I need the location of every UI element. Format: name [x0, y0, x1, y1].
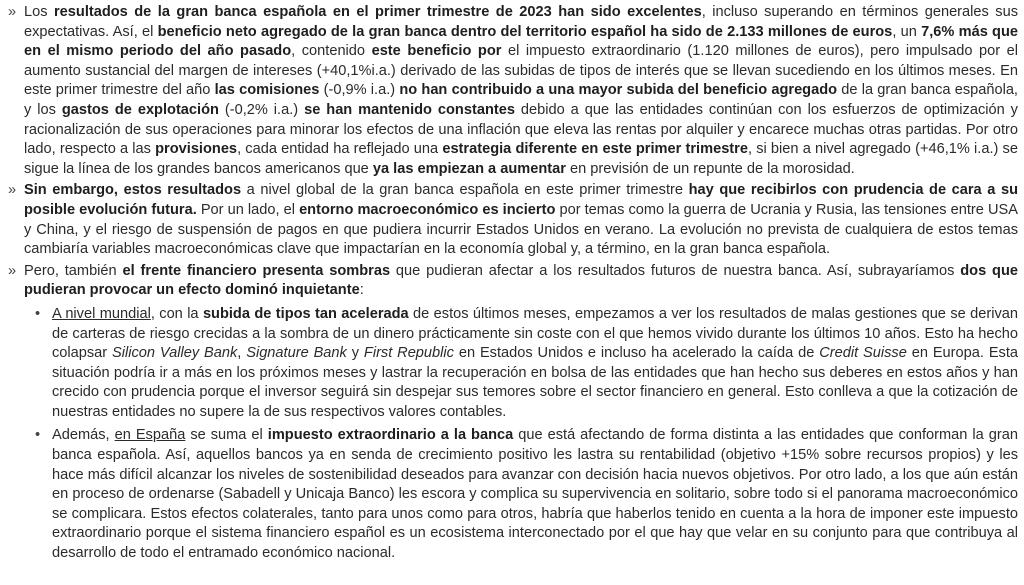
bold-text: estrategia diferente en este primer trimestre — [442, 141, 748, 158]
subitem-spain — [6, 426, 1018, 563]
bold-text: dos que pudieran provocar un efecto dominó inquietante — [24, 262, 1018, 299]
arrow-bullet-icon: » — [8, 262, 17, 279]
underlined-text: A nivel mundial — [52, 305, 151, 322]
text: , — [237, 345, 247, 362]
bold-text: impuesto extraordinario a la banca — [267, 427, 514, 444]
italic-text: Silicon Valley Bank — [112, 345, 238, 362]
text: que pudieran afectar a los resultados futuros de nuestra banca. Así, subrayaríamos — [390, 262, 961, 279]
text: , cada entidad ha reflejado una — [237, 141, 443, 158]
text: , si bien a nivel agregado (+46,1% i.a.) se sigue la línea de los grandes bancos americanos que — [24, 141, 1018, 177]
bold-text: ya las empiezan a aumentar — [372, 160, 566, 177]
text: Pero, también — [24, 262, 123, 279]
text: , contenido — [291, 43, 372, 60]
bold-text: gastos de explotación — [61, 101, 219, 118]
text: Además, — [52, 427, 115, 444]
arrow-bullet-icon: » — [8, 4, 17, 20]
text: , con la — [150, 305, 203, 322]
text: Los — [24, 4, 54, 20]
text: por temas como la guerra de Ucrania y Rusia, las tensiones entre USA y China, y el riesgo de suspensión de pagos en que pudiera incurrir Estados Unidos en verano. La evolución no prevista de cualquiera de estos temas cambiaría variables macroeconómicas clave que impactarían en la economía global y, a término, en la gran banca española. — [24, 201, 1018, 258]
text: en Estados Unidos e incluso ha acelerado la caída de — [453, 345, 820, 362]
bold-text: las comisiones — [214, 82, 320, 99]
text: que está afectando de forma distinta a las entidades que conforman la gran banca española. Así, aquellos bancos ya en senda de crecimiento positivo les lastra su rentabilidad (objetivo +15% sobre recursos propios) y les hace más difícil alcanzar los niveles de sostenibilidad deseados para avanzar con decisión hacia nuevos objetivos. Por otro lado, a los que aún están en proceso de ordenarse (Sabadell y Unicaja Banco) les escora y complica su supervivencia en solitario, sobre todo si el panorama macroeconómico se complicara. Estos efectos colaterales, tanto para unos como para otros, habría que haberlos tenido en cuenta a la hora de imponer este impuesto extraordinario porque el sistema financiero español es un ecosistema interconectado por el que hay que velar en su conjunto para que contribuya al desarrollo de todo el entramado económico nacional. — [52, 427, 1018, 562]
italic-text: Signature Bank — [246, 345, 347, 362]
paragraph-results — [6, 3, 1018, 179]
subitem-global — [6, 305, 1018, 423]
underlined-text: en España — [114, 427, 186, 444]
text: (-0,9% i.a.) — [319, 82, 400, 99]
bold-text: no han contribuido a una mayor subida del beneficio agregado — [399, 82, 838, 99]
bold-text: el frente financiero presenta sombras — [122, 262, 391, 279]
bold-text: este beneficio por — [371, 43, 502, 60]
bold-text: se han mantenido constantes — [304, 101, 515, 118]
text: de la gran banca española, y los — [24, 82, 1018, 118]
text: debido a que las entidades continúan con los esfuerzos de optimización y racionalización de sus operaciones para minorar los efectos de una inflación que eleva las rentas por alquiler y encarece muchas otras partidas. Por otro lado, respecto a las — [24, 101, 1018, 158]
bold-text: hay que recibirlos con prudencia de cara a su posible evolución futura. — [24, 182, 1019, 218]
text: a nivel global de la gran banca española en este primer trimestre — [241, 182, 689, 199]
text: , un — [892, 23, 922, 40]
bold-text: resultados de la gran banca española en el primer trimestre de 2023 han sido excelentes — [54, 4, 702, 20]
bold-text: entorno macroeconómico es incierto — [299, 201, 556, 218]
text: en Europa. Esta situación podría ir a más en los próximos meses y lastrar la recuperación en bolsa de las entidades que han hecho sus deberes en estos años y han crecido con prudencia porque el inversor seguirá sin despejar sus temores sobre el sector financiero en general. Esto conlleva a que la cotización de nuestras entidades no supere la de sus respectivos valores contables. — [52, 345, 1019, 420]
dot-bullet-icon: • — [35, 305, 41, 322]
italic-text: Credit Suisse — [819, 345, 907, 362]
bold-text: Sin embargo, estos resultados — [24, 182, 242, 199]
text: : — [359, 282, 364, 299]
text: se suma el — [185, 427, 268, 444]
bold-text: provisiones — [155, 141, 238, 158]
text: Por un lado, el — [196, 201, 300, 218]
paragraph-prudence — [6, 181, 1018, 259]
paragraph-shadows — [6, 262, 1018, 301]
bold-text: beneficio neto agregado de la gran banca dentro del territorio español ha sido de 2.133 millones de euros — [157, 23, 893, 40]
text: en previsión de un repunte de la morosidad. — [565, 160, 855, 177]
dot-bullet-icon: • — [35, 427, 41, 444]
text: el impuesto extraordinario (1.120 millones de euros), pero impulsado por el aumento sustancial del margen de intereses (+40,1%i.a.) derivado de las subidas de tipos de interés que se llevan sucediendo en los últimos meses. En este primer trimestre del año — [24, 43, 1018, 99]
text: , incluso superando en términos generales sus expectativas. Así, el — [24, 4, 1018, 40]
bold-text: 7,6% más que en el mismo periodo del año pasado — [24, 23, 1018, 60]
text: (-0,2% i.a.) — [218, 101, 305, 118]
arrow-bullet-icon: » — [8, 182, 17, 199]
text: y — [346, 345, 364, 362]
text: de estos últimos meses, empezamos a ver los resultados de malas gestiones que se derivan de carteras de riesgo crecidas a la sombra de un dinero prácticamente sin coste con el que hemos vivido durante los últimos 10 años. Esto ha hecho colapsar — [52, 305, 1018, 362]
bold-text: subida de tipos tan acelerada — [202, 305, 409, 322]
italic-text: First Republic — [363, 345, 454, 362]
